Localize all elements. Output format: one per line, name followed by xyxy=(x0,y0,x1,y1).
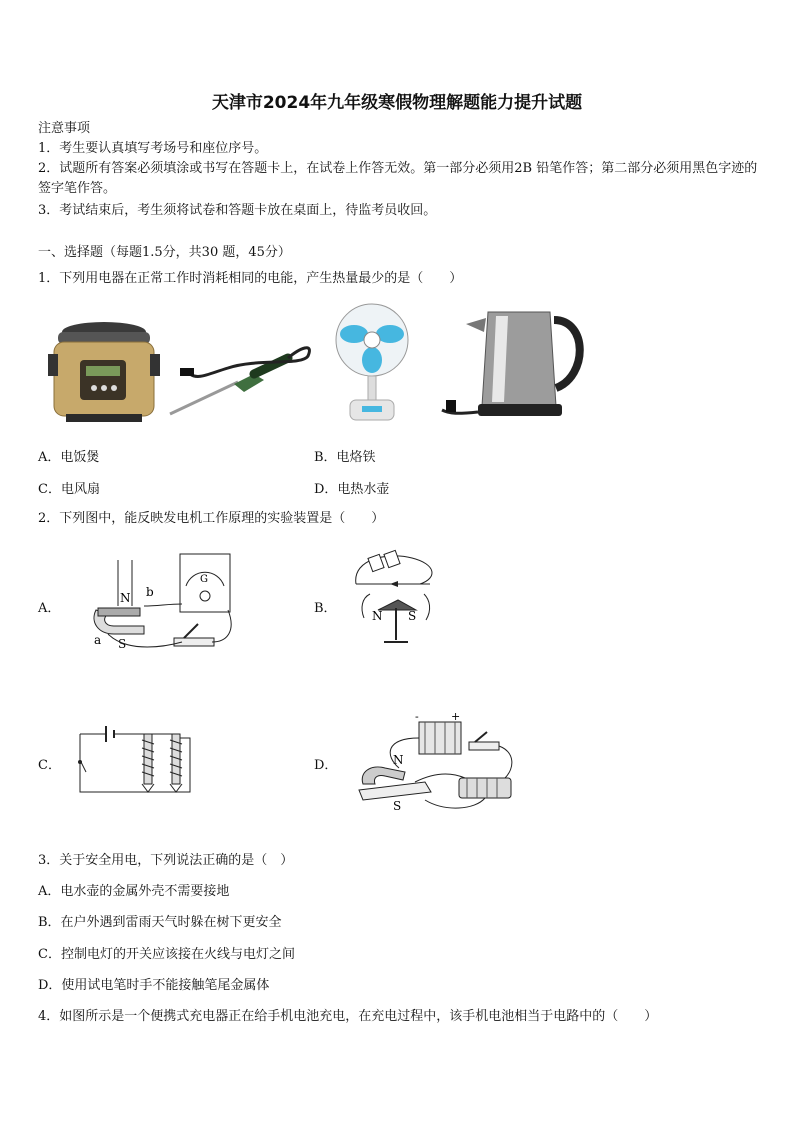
notice-heading: 注意事项 xyxy=(38,121,91,136)
q3-option-d: D．使用试电笔时手不能接触笔尾金属体 xyxy=(38,978,270,993)
q3-option-b: B．在户外遇到雷雨天气时躲在树下更安全 xyxy=(38,915,282,930)
fig-a-b-label: b xyxy=(146,585,154,599)
q4-stem: 4．如图所示是一个便携式充电器正在给手机电池充电，在充电过程中，该手机电池相当于电路中的（ ） xyxy=(38,1009,658,1024)
electric-fan-image xyxy=(332,300,412,428)
fig-a-a-label: a xyxy=(94,633,102,647)
fig-d-s-label: S xyxy=(393,799,402,813)
q2-label-b: B． xyxy=(314,601,337,616)
fig-a-g-label: G xyxy=(200,574,208,585)
q2-stem: 2．下列图中，能反映发电机工作原理的实验装置是（ ） xyxy=(38,511,385,526)
fig-a-n-label: N xyxy=(120,591,131,605)
rice-cooker-image xyxy=(46,310,166,428)
q1-option-a: A．电饭煲 xyxy=(38,450,100,465)
soldering-iron-image xyxy=(168,338,316,418)
fig-d-plus-label: + xyxy=(451,710,461,723)
q2-label-d: D． xyxy=(314,758,338,773)
section-heading: 一、选择题（每题1.5分，共30 题，45分） xyxy=(38,245,291,260)
q2-label-a: A． xyxy=(38,601,61,616)
q2-figure-b xyxy=(350,548,440,648)
q3-option-a: A．电水壶的金属外壳不需要接地 xyxy=(38,884,230,899)
fig-b-n-label: N xyxy=(372,609,383,623)
q2-figure-a xyxy=(88,550,238,655)
q3-stem: 3．关于安全用电，下列说法正确的是（ ） xyxy=(38,853,294,868)
q3-option-c: C．控制电灯的开关应该接在火线与电灯之间 xyxy=(38,947,295,962)
q1-stem: 1．下列用电器在正常工作时消耗相同的电能，产生热量最少的是（ ） xyxy=(38,271,463,286)
fig-d-minus-label: - xyxy=(415,710,419,723)
notice-item-2: 2．试题所有答案必须填涂或书写在答题卡上，在试卷上作答无效。第一部分必须用2B 铅笔作答；第二部分必须用黑色字迹的签字笔作答。 xyxy=(38,161,758,196)
q1-option-c: C．电风扇 xyxy=(38,482,100,497)
q2-figure-d xyxy=(355,712,525,817)
q1-option-d: D．电热水壶 xyxy=(314,482,390,497)
q2-label-c: C． xyxy=(38,758,61,773)
notice-item-1: 1．考生要认真填写考场号和座位序号。 xyxy=(38,141,268,156)
fig-a-s-label: S xyxy=(118,637,127,651)
fig-b-s-label: S xyxy=(408,609,417,623)
notice-item-3: 3．考试结束后，考生须将试卷和答题卡放在桌面上，待监考员收回。 xyxy=(38,203,437,218)
page-title: 天津市2024年九年级寒假物理解题能力提升试题 xyxy=(211,93,583,113)
fig-d-n-label: N xyxy=(393,753,404,767)
electric-kettle-image xyxy=(438,306,588,426)
q2-figure-c xyxy=(76,722,196,796)
q1-option-b: B．电烙铁 xyxy=(314,450,376,465)
